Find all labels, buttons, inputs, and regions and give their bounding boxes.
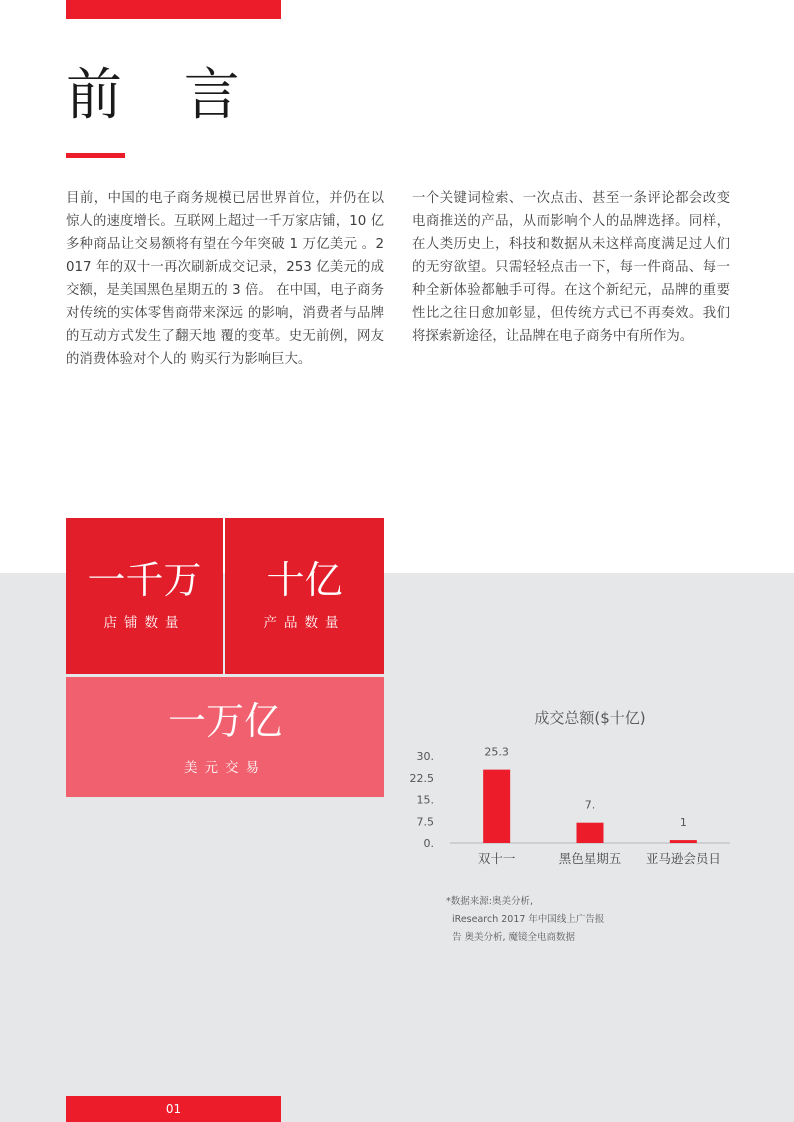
footer-bar <box>66 1096 281 1122</box>
source-note-line: iResearch 2017 年中国线上广告报 <box>452 914 605 925</box>
source-note <box>446 893 646 947</box>
chart-value-label: 25.3 <box>484 745 509 759</box>
chart-y-tick-label: 0. <box>423 837 434 850</box>
stat-value-products: 十亿 <box>266 558 343 602</box>
source-note-line: *数据来源:奥美分析, <box>446 896 533 907</box>
chart-bar <box>670 840 697 843</box>
chart-y-tick-label: 7.5 <box>416 815 434 829</box>
source-note-line: 告 奥美分析, 魔镜全电商数据 <box>452 932 576 943</box>
transaction-bar-chart <box>400 700 740 880</box>
stat-box-trade <box>66 677 384 797</box>
stat-box-products <box>225 518 384 674</box>
chart-y-tick-label: 30. <box>416 750 434 763</box>
stat-label-stores: 店铺数量 <box>103 615 186 631</box>
stat-value-trade: 一万亿 <box>167 699 282 743</box>
stat-label-products: 产品数量 <box>263 615 346 631</box>
intro-paragraph-left: 目前，中国的电子商务规模已居世界首位，并仍在以惊人的速度增长。互联网上超过一千万家店铺，10 亿多种商品让交易额将有望在今年突破 1 万亿美元 。2017 年的双十一再次刷新成交记录，253 亿美元的成交额，是美国黑色星期五的 3 倍。 在中国，电子商务对传统的实体零售商带来深远 的影响，消费者与品牌的互动方式发生了翻天地 覆的变革。史无前例，网友的消费体验对个人的 购买行为影响巨大。 <box>66 191 384 367</box>
chart-category-label: 双十一 <box>477 851 516 866</box>
chart-category-label: 黑色星期五 <box>558 851 622 866</box>
title-underline <box>66 153 125 158</box>
chart-bar <box>483 770 510 843</box>
chart-category-label: 亚马逊会员日 <box>645 851 721 866</box>
chart-value-label: 1 <box>679 816 687 830</box>
page-number: 01 <box>165 1102 182 1116</box>
stat-value-stores: 一千万 <box>87 558 202 602</box>
stat-box-stores <box>66 518 223 674</box>
stat-label-trade: 美元交易 <box>184 760 266 776</box>
page-title: 前 言 <box>66 63 262 128</box>
chart-y-tick-label: 22.5 <box>409 771 434 785</box>
chart-y-tick-label: 15. <box>416 793 434 807</box>
chart-title: 成交总额($十亿) <box>534 709 646 727</box>
top-accent-bar <box>66 0 281 19</box>
chart-bar <box>577 823 604 843</box>
chart-value-label: 7. <box>584 798 596 812</box>
intro-paragraph-right: 一个关键词检索、一次点击、甚至一条评论都会改变电商推送的产品，从而影响个人的品牌选择。同样，在人类历史上，科技和数据从未这样高度满足过人们的无穷欲望。只需轻轻点击一下，每一件商品、每一种全新体验都触手可得。在这个新纪元，品牌的重要性比之往日愈加彰显，但传统方式已不再奏效。我们将探索新途径，让品牌在电子商务中有所作为。 <box>412 191 730 344</box>
